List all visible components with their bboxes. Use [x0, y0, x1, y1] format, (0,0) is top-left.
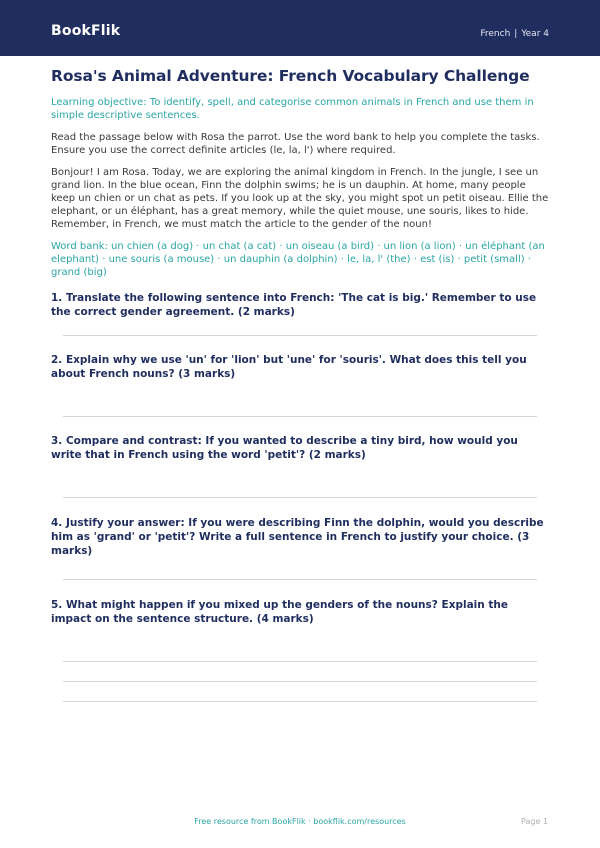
answer-line-q3[interactable] — [63, 497, 537, 498]
page-header — [0, 0, 600, 56]
answer-line-q5-2[interactable] — [63, 681, 537, 682]
question-2: 2. Explain why we use 'un' for 'lion' but 'une' for 'souris'. What does this tell you about French nouns? (3 marks) — [51, 354, 527, 380]
answer-line-q1[interactable] — [63, 335, 537, 336]
instructions: Read the passage below with Rosa the parrot. Use the word bank to help you complete the tasks. Ensure you use the correct definite articles (le, la, l') where required. — [51, 132, 540, 156]
reading-passage: Bonjour! I am Rosa. Today, we are exploring the animal kingdom in French. In the jungle, I see un grand lion. In the blue ocean, Finn the dolphin swims; he is un dauphin. At home, many people keep un chien or un chat as pets. If you look up at the sky, you might spot un petit oiseau. Ellie the elephant, or un éléphant, has a great memory, while the quiet mouse, une souris, likes to hide. Remember, in French, we must match the article to the gender of the noun! — [51, 167, 549, 230]
brand-logo[interactable]: BookFlik — [51, 23, 121, 39]
answer-line-q4[interactable] — [63, 579, 537, 580]
learning-objective: Learning objective: To identify, spell, and categorise common animals in French and use them in simple descriptive sentences. — [51, 97, 534, 121]
question-5: 5. What might happen if you mixed up the genders of the nouns? Explain the impact on the sentence structure. (4 marks) — [51, 599, 509, 625]
question-3: 3. Compare and contrast: If you wanted to describe a tiny bird, how would you write that in French using the word 'petit'? (2 marks) — [51, 435, 518, 461]
footer-credit[interactable]: Free resource from BookFlik · bookflik.com/resources — [194, 817, 406, 826]
page-number: Page 1 — [521, 817, 548, 826]
word-bank: Word bank: un chien (a dog) · un chat (a cat) · un oiseau (a bird) · un lion (a lion) · un éléphant (an elephant) · une souris (a mouse) · un dauphin (a dolphin) · le, la, l' (the) · est (is) · petit (small) · grand (big) — [51, 241, 545, 278]
subject-year-meta — [480, 28, 549, 40]
worksheet-intro — [51, 66, 551, 279]
answer-line-q2[interactable] — [63, 416, 537, 417]
answer-line-q5-1[interactable] — [63, 661, 537, 662]
year-label: Year 4 — [521, 29, 549, 39]
subject-label: French — [480, 29, 511, 39]
question-1: 1. Translate the following sentence into French: 'The cat is big.' Remember to use the correct gender agreement. (2 marks) — [51, 292, 537, 318]
question-4: 4. Justify your answer: If you were describing Finn the dolphin, would you describe him as 'grand' or 'petit'? Write a full sentence in French to justify your choice. (3 marks) — [51, 517, 544, 557]
answer-line-q5-3[interactable] — [63, 701, 537, 702]
worksheet-title: Rosa's Animal Adventure: French Vocabulary Challenge — [51, 67, 530, 85]
meta-separator: | — [514, 29, 518, 39]
